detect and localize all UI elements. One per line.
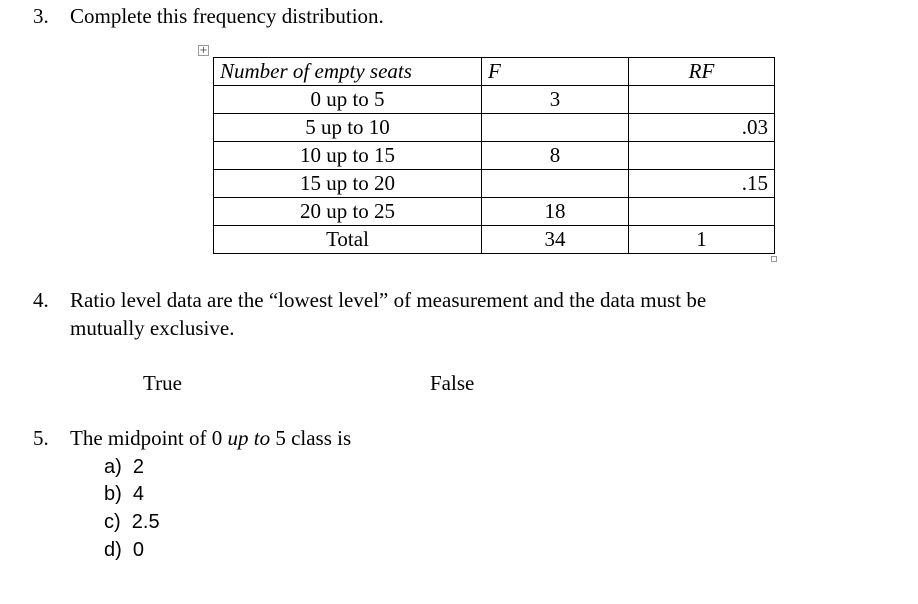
cell-rf[interactable] xyxy=(629,86,775,114)
cell-rf[interactable]: .03 xyxy=(629,114,775,142)
question-5-number: 5. xyxy=(33,426,49,450)
header-class: Number of empty seats xyxy=(214,58,482,86)
cell-class: 0 up to 5 xyxy=(214,86,482,114)
option-value: 2 xyxy=(132,456,145,478)
cell-class: 15 up to 20 xyxy=(214,170,482,198)
table-header-row xyxy=(214,58,775,86)
cell-rf[interactable]: 1 xyxy=(629,226,775,254)
frequency-distribution-table xyxy=(213,57,775,254)
cell-class: 20 up to 25 xyxy=(214,198,482,226)
question-5-text-suffix: 5 class is xyxy=(270,426,352,450)
table-row xyxy=(214,198,775,226)
table-row xyxy=(214,86,775,114)
cell-rf[interactable]: .15 xyxy=(629,170,775,198)
option-value: 2.5 xyxy=(131,511,160,533)
option-letter: b) xyxy=(104,483,122,505)
question-5-text-italic: up to xyxy=(227,426,271,450)
option-value: 0 xyxy=(132,539,145,561)
table-row xyxy=(214,142,775,170)
table-row xyxy=(214,170,775,198)
table-resize-handle-icon[interactable] xyxy=(771,256,777,262)
answer-option-a[interactable] xyxy=(104,456,144,479)
answer-option-b[interactable] xyxy=(104,483,144,506)
option-true[interactable]: True xyxy=(143,371,182,395)
cell-f[interactable]: 3 xyxy=(482,86,629,114)
answer-option-d[interactable] xyxy=(104,539,144,562)
table-row xyxy=(214,114,775,142)
option-value: 4 xyxy=(132,483,145,505)
table-move-handle-icon[interactable]: + xyxy=(199,45,208,56)
option-letter: d) xyxy=(104,539,122,561)
cell-f[interactable] xyxy=(482,114,629,142)
answer-option-c[interactable] xyxy=(104,511,160,534)
question-5-text-prefix: The midpoint of 0 xyxy=(70,426,228,450)
option-false[interactable]: False xyxy=(430,371,475,395)
cell-f[interactable]: 18 xyxy=(482,198,629,226)
cell-rf[interactable] xyxy=(629,142,775,170)
cell-class: Total xyxy=(214,226,482,254)
cell-f[interactable] xyxy=(482,170,629,198)
question-5-text xyxy=(70,426,351,451)
question-4-text-line-2: mutually exclusive. xyxy=(70,316,235,340)
cell-class: 10 up to 15 xyxy=(214,142,482,170)
question-4-text-line-1: Ratio level data are the “lowest level” of measurement and the data must be xyxy=(70,288,707,312)
header-f: F xyxy=(482,58,629,86)
cell-rf[interactable] xyxy=(629,198,775,226)
option-letter: a) xyxy=(104,456,122,478)
cell-class: 5 up to 10 xyxy=(214,114,482,142)
question-4-number: 4. xyxy=(33,288,49,312)
table-total-row xyxy=(214,226,775,254)
question-3-text: Complete this frequency distribution. xyxy=(70,4,384,28)
cell-f[interactable]: 34 xyxy=(482,226,629,254)
question-3-number: 3. xyxy=(33,4,49,28)
cell-f[interactable]: 8 xyxy=(482,142,629,170)
option-letter: c) xyxy=(104,511,121,533)
header-rf: RF xyxy=(629,58,775,86)
